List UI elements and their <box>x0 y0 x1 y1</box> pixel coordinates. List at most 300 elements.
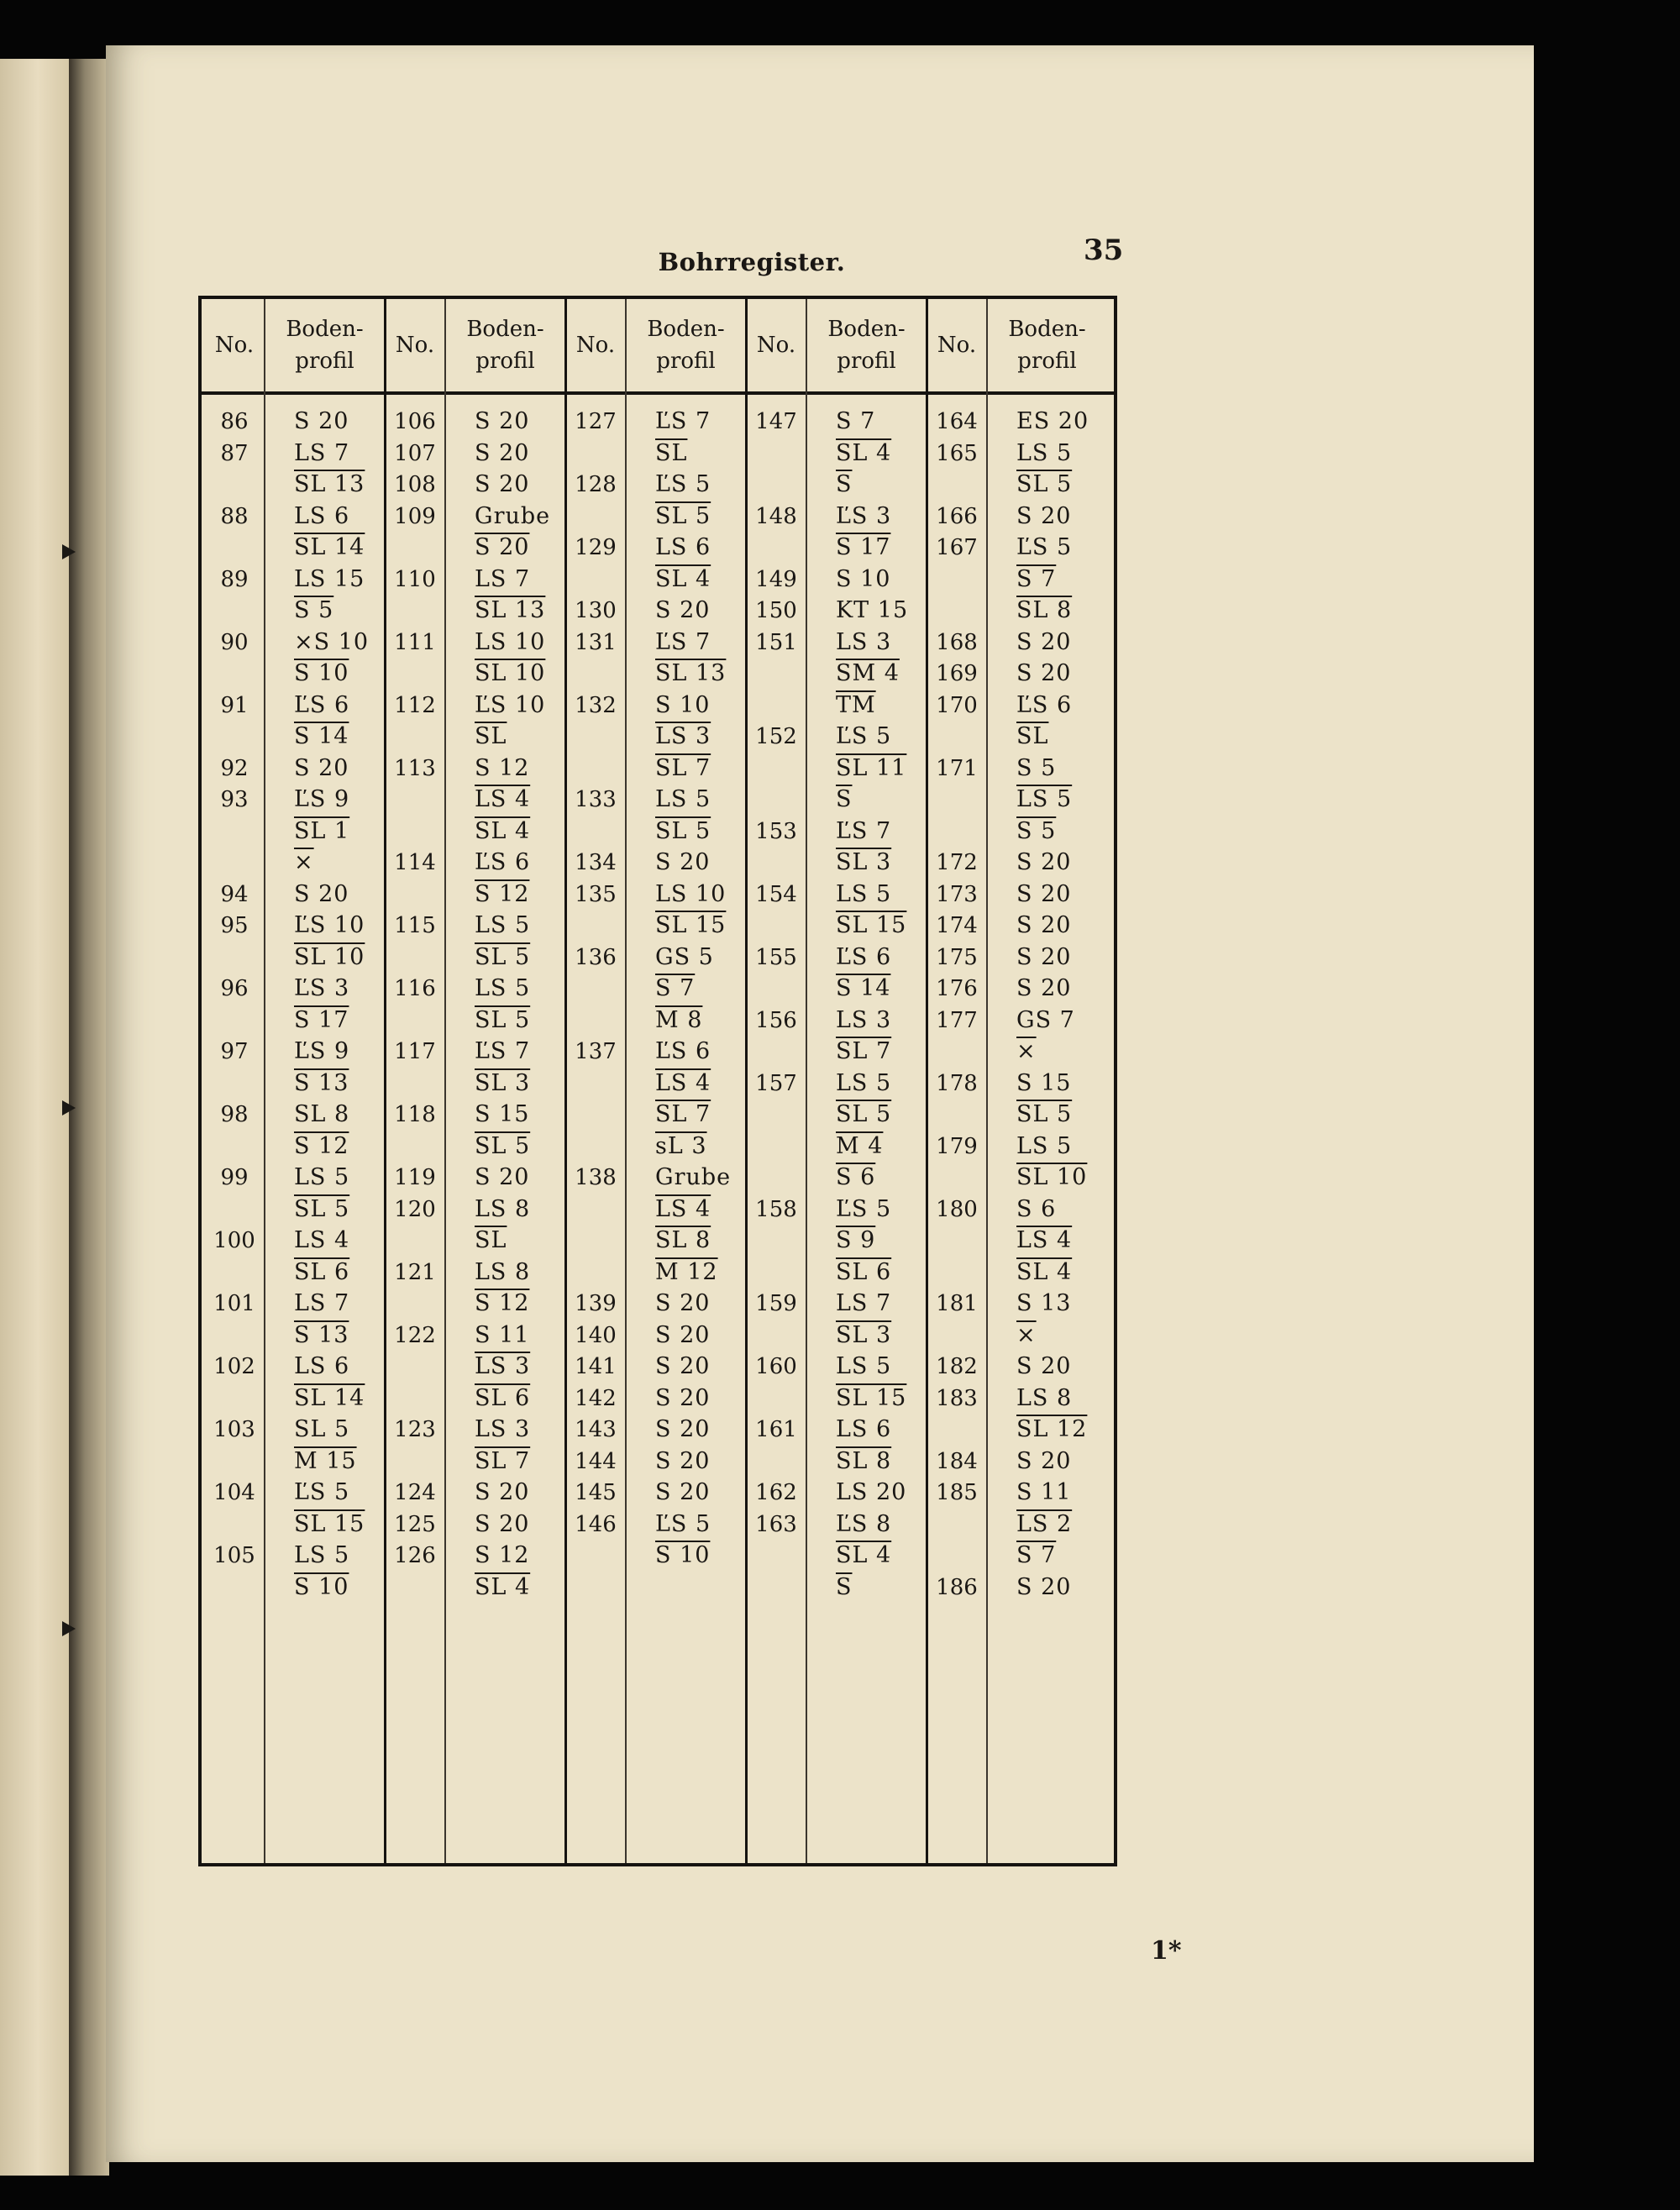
header-number: No. <box>937 333 977 358</box>
soil-profile-layer: S 14 <box>294 723 349 749</box>
bore-number: 176 <box>936 976 978 1001</box>
bore-number: 177 <box>936 1007 978 1033</box>
bore-number: 139 <box>575 1291 617 1316</box>
soil-profile-layer: SL 15 <box>655 912 727 938</box>
soil-profile-layer: LS 5 <box>655 786 711 812</box>
bore-number: 180 <box>936 1196 978 1222</box>
soil-profile-layer: SL 5 <box>475 1006 531 1033</box>
soil-profile-layer: LS 3 <box>836 1006 892 1033</box>
soil-profile-layer: S 20 <box>1016 880 1072 907</box>
bore-number: 172 <box>936 850 978 875</box>
soil-profile-layer: SL 15 <box>836 1384 907 1411</box>
soil-profile-layer: S 20 <box>655 1290 711 1316</box>
soil-profile-layer: × <box>1016 1038 1037 1064</box>
soil-profile-layer: LS 3 <box>836 628 892 655</box>
bore-number: 94 <box>220 881 249 907</box>
bore-number: 157 <box>755 1070 797 1096</box>
soil-profile-layer: LS 5 <box>294 1542 350 1568</box>
bore-number: 108 <box>394 472 436 497</box>
soil-profile-layer: S 20 <box>1016 912 1072 938</box>
soil-profile-layer: S 7 <box>655 975 696 1001</box>
soil-profile-layer: LS 10 <box>475 628 546 655</box>
soil-profile-layer: ĽS 10 <box>475 691 546 718</box>
soil-profile-layer: $\overline{S}$ <box>836 1573 853 1600</box>
bore-number: 86 <box>220 409 249 434</box>
soil-profile-layer: ĽS 5 <box>655 1510 711 1537</box>
subcolumn-rule <box>264 299 265 1863</box>
soil-profile-layer: GS 7 <box>1016 1006 1075 1033</box>
soil-profile-layer: ĽS 9 <box>294 1038 350 1064</box>
soil-profile-layer: LS 7 <box>836 1290 892 1316</box>
soil-profile-layer: SL 12 <box>1016 1416 1088 1442</box>
column-rule <box>384 299 386 1863</box>
soil-profile-layer: SL 4 <box>836 439 892 466</box>
soil-profile-layer: S 5 <box>1016 817 1057 844</box>
soil-profile-layer: S 10 <box>294 1573 349 1600</box>
bore-number: 156 <box>755 1007 797 1033</box>
soil-profile-layer: ĽS 8 <box>836 1510 892 1537</box>
bore-number: 145 <box>575 1480 617 1505</box>
bore-number: 186 <box>936 1574 978 1600</box>
soil-profile-layer: SM 4 <box>836 660 900 686</box>
soil-profile-layer: S 20 <box>1016 1447 1072 1474</box>
soil-profile-layer: $\overline{S}$ <box>836 471 853 497</box>
soil-profile-layer: × <box>1016 1321 1037 1348</box>
bore-number: 184 <box>936 1448 978 1474</box>
soil-profile-layer: S 13 <box>1016 1290 1072 1316</box>
soil-profile-layer: S 20 <box>655 849 711 875</box>
soil-profile-layer: ĽS 7 <box>836 817 892 844</box>
soil-profile-layer: S 15 <box>475 1101 530 1127</box>
bore-number: 165 <box>936 440 978 466</box>
soil-profile-layer: S 20 <box>655 1321 711 1348</box>
soil-profile-layer: ĽS 10 <box>294 912 365 938</box>
bore-number: 127 <box>575 409 617 434</box>
soil-profile-layer: SL 5 <box>294 1195 350 1222</box>
soil-profile-layer: SL 5 <box>475 1132 531 1159</box>
bore-number: 161 <box>755 1417 797 1442</box>
soil-profile-layer: Grube <box>475 502 551 529</box>
soil-profile-layer: S 20 <box>475 534 530 560</box>
bore-number: 115 <box>394 913 436 938</box>
soil-profile-layer: SL 6 <box>294 1258 350 1285</box>
bore-number: 117 <box>394 1039 436 1064</box>
bore-number: 158 <box>755 1196 797 1222</box>
bore-number: 119 <box>394 1165 436 1190</box>
soil-profile-layer: LS 6 <box>294 1353 350 1379</box>
bore-number: 102 <box>213 1354 255 1379</box>
bore-number: 136 <box>575 944 617 970</box>
binding-mark <box>62 1621 76 1636</box>
soil-profile-layer: LS 5 <box>1016 786 1073 812</box>
soil-profile-layer: LS 6 <box>836 1416 892 1442</box>
bore-number: 129 <box>575 535 617 560</box>
bore-number: 159 <box>755 1291 797 1316</box>
bore-number: 142 <box>575 1385 617 1411</box>
bore-number: 110 <box>394 566 436 592</box>
bore-number: 170 <box>936 692 978 718</box>
header-profile: Boden- profil <box>827 317 906 374</box>
bore-number: 144 <box>575 1448 617 1474</box>
soil-profile-layer: SL 4 <box>475 817 531 844</box>
bore-number: 148 <box>755 503 797 529</box>
subcolumn-rule <box>986 299 988 1863</box>
soil-profile-layer: SL 5 <box>655 817 711 844</box>
soil-profile-layer: SL 13 <box>294 471 365 497</box>
soil-profile-layer: S 20 <box>1016 975 1072 1001</box>
bore-number: 154 <box>755 881 797 907</box>
bore-number: 131 <box>575 629 617 655</box>
soil-profile-layer: S 6 <box>836 1164 876 1190</box>
bore-number: 147 <box>755 409 797 434</box>
bore-number: 168 <box>936 629 978 655</box>
soil-profile-layer: ĽS 5 <box>836 723 892 749</box>
bore-number: 96 <box>220 976 249 1001</box>
soil-profile-layer: ĽS 3 <box>294 975 350 1001</box>
soil-profile-layer: SL 11 <box>836 754 907 781</box>
bore-number: 101 <box>213 1291 255 1316</box>
bore-number: 125 <box>394 1511 436 1537</box>
soil-profile-layer: ĽS 6 <box>1016 691 1073 718</box>
soil-profile-layer: S 20 <box>655 1416 711 1442</box>
soil-profile-layer: LS 7 <box>294 439 350 466</box>
soil-profile-layer: S 17 <box>294 1006 349 1033</box>
soil-profile-layer: M 15 <box>294 1447 357 1474</box>
soil-profile-layer: LS 3 <box>655 723 711 749</box>
bore-number: 173 <box>936 881 978 907</box>
bore-number: 155 <box>755 944 797 970</box>
soil-profile-layer: S 7 <box>836 408 876 434</box>
bore-number: 113 <box>394 755 436 781</box>
soil-profile-layer: ĽS 6 <box>836 943 892 970</box>
bore-number: 182 <box>936 1354 978 1379</box>
soil-profile-layer: S 20 <box>1016 502 1072 529</box>
binding-mark <box>62 1100 76 1115</box>
subcolumn-rule <box>444 299 446 1863</box>
soil-profile-layer: LS 5 <box>294 1164 350 1190</box>
soil-profile-layer: S 13 <box>294 1321 349 1348</box>
bore-number: 128 <box>575 472 617 497</box>
soil-profile-layer: LS 5 <box>836 1069 892 1096</box>
soil-profile-layer: SL 8 <box>294 1101 350 1127</box>
soil-profile-layer: SL 6 <box>475 1384 531 1411</box>
bore-number: 122 <box>394 1322 436 1348</box>
soil-profile-layer: ĽS 5 <box>655 471 711 497</box>
soil-profile-layer: LS 8 <box>475 1195 531 1222</box>
soil-profile-layer: SL 6 <box>836 1258 892 1285</box>
bore-number: 118 <box>394 1102 436 1127</box>
soil-profile-layer: S 11 <box>475 1321 530 1348</box>
signature-mark: 1* <box>1151 1936 1182 1966</box>
soil-profile-layer: S 20 <box>475 408 530 434</box>
soil-profile-layer: S 9 <box>836 1227 876 1253</box>
bore-number: 126 <box>394 1543 436 1568</box>
soil-profile-layer: SL 3 <box>836 1321 892 1348</box>
soil-profile-layer: LS 5 <box>475 975 531 1001</box>
soil-profile-layer: SL 7 <box>475 1447 531 1474</box>
bore-number: 166 <box>936 503 978 529</box>
soil-profile-layer: S 20 <box>1016 1353 1072 1379</box>
bore-number: 171 <box>936 755 978 781</box>
bore-register-table <box>198 296 1117 1866</box>
soil-profile-layer: SL 14 <box>294 1384 365 1411</box>
soil-profile-layer: SL 13 <box>655 660 727 686</box>
bore-number: 174 <box>936 913 978 938</box>
soil-profile-layer: S 7 <box>1016 1542 1057 1568</box>
bore-number: 111 <box>394 629 436 655</box>
soil-profile-layer: ĽS 6 <box>655 1038 711 1064</box>
soil-profile-layer: S 20 <box>655 1353 711 1379</box>
soil-profile-layer: S 6 <box>1016 1195 1057 1222</box>
bore-number: 87 <box>220 440 249 466</box>
soil-profile-layer: S 20 <box>1016 849 1072 875</box>
header-number: No. <box>575 333 616 358</box>
soil-profile-layer: ĽS 5 <box>836 1195 892 1222</box>
bore-number: 104 <box>213 1480 255 1505</box>
soil-profile-layer: SL 10 <box>294 943 365 970</box>
bore-number: 88 <box>220 503 249 529</box>
soil-profile-layer: SL 5 <box>655 502 711 529</box>
soil-profile-layer: S 20 <box>1016 660 1072 686</box>
soil-profile-layer: SL 7 <box>836 1038 892 1064</box>
bore-number: 181 <box>936 1291 978 1316</box>
soil-profile-layer: S 20 <box>655 1447 711 1474</box>
soil-profile-layer: SL 4 <box>1016 1258 1073 1285</box>
bore-number: 163 <box>755 1511 797 1537</box>
soil-profile-layer: $\overline{SL}$ <box>655 439 688 466</box>
bore-number: 160 <box>755 1354 797 1379</box>
bore-number: 99 <box>220 1165 249 1190</box>
soil-profile-layer: LS 6 <box>294 502 350 529</box>
header-profile: Boden- profil <box>647 317 725 374</box>
soil-profile-layer: SL 5 <box>1016 471 1073 497</box>
bore-number: 123 <box>394 1417 436 1442</box>
soil-profile-layer: S 12 <box>475 1290 530 1316</box>
soil-profile-layer: LS 4 <box>1016 1227 1073 1253</box>
soil-profile-layer: LS 5 <box>836 1353 892 1379</box>
soil-profile-layer: LS 15 <box>294 565 365 592</box>
soil-profile-layer: SL 7 <box>655 1101 711 1127</box>
bore-number: 105 <box>213 1543 255 1568</box>
soil-profile-layer: S 11 <box>1016 1479 1072 1505</box>
soil-profile-layer: LS 5 <box>475 912 531 938</box>
bore-number: 93 <box>220 787 249 812</box>
header-number: No. <box>395 333 435 358</box>
soil-profile-layer: ĽS 9 <box>294 786 350 812</box>
soil-profile-layer: Grube <box>655 1164 732 1190</box>
soil-profile-layer: SL 4 <box>475 1573 531 1600</box>
soil-profile-layer: S 10 <box>836 565 891 592</box>
running-head: Bohrregister. <box>658 248 846 276</box>
soil-profile-layer: SL 5 <box>475 943 531 970</box>
soil-profile-layer: $\overline{TM}$ <box>836 691 876 718</box>
soil-profile-layer: SL 13 <box>475 597 546 623</box>
bore-number: 121 <box>394 1259 436 1285</box>
bore-number: 120 <box>394 1196 436 1222</box>
bore-number: 185 <box>936 1480 978 1505</box>
soil-profile-layer: M 4 <box>836 1132 884 1159</box>
bore-number: 178 <box>936 1070 978 1096</box>
soil-profile-layer: LS 6 <box>655 534 711 560</box>
bore-number: 140 <box>575 1322 617 1348</box>
soil-profile-layer: SL 5 <box>294 1416 350 1442</box>
soil-profile-layer: LS 7 <box>294 1290 350 1316</box>
soil-profile-layer: LS 8 <box>475 1258 531 1285</box>
soil-profile-layer: LS 3 <box>475 1416 531 1442</box>
soil-profile-layer: LS 7 <box>475 565 531 592</box>
bore-number: 137 <box>575 1039 617 1064</box>
bore-number: 167 <box>936 535 978 560</box>
bore-number: 141 <box>575 1354 617 1379</box>
binding-mark <box>62 544 76 559</box>
bore-number: 91 <box>220 692 249 718</box>
soil-profile-layer: S 20 <box>475 1164 530 1190</box>
soil-profile-layer: S 20 <box>475 439 530 466</box>
page-number: 35 <box>1084 234 1124 267</box>
soil-profile-layer: KT 15 <box>836 597 909 623</box>
soil-profile-layer: LS 5 <box>836 880 892 907</box>
bore-number: 92 <box>220 755 249 781</box>
soil-profile-layer: SL 4 <box>655 565 711 592</box>
header-number: No. <box>214 333 255 358</box>
bore-number: 169 <box>936 661 978 686</box>
bore-number: 109 <box>394 503 436 529</box>
soil-profile-layer: $\overline{SL}$ <box>475 1227 507 1253</box>
soil-profile-layer: S 20 <box>475 1510 530 1537</box>
soil-profile-layer: SL 8 <box>1016 597 1073 623</box>
bore-number: 89 <box>220 566 249 592</box>
soil-profile-layer: × <box>294 849 314 875</box>
bore-number: 106 <box>394 409 436 434</box>
bore-number: 98 <box>220 1102 249 1127</box>
bore-number: 134 <box>575 850 617 875</box>
soil-profile-layer: LS 8 <box>1016 1384 1073 1411</box>
soil-profile-layer: SL 15 <box>836 912 907 938</box>
soil-profile-layer: SL 4 <box>836 1542 892 1568</box>
soil-profile-layer: S 12 <box>475 880 530 907</box>
soil-profile-layer: S 15 <box>1016 1069 1072 1096</box>
soil-profile-layer: $\overline{SL}$ <box>475 723 507 749</box>
soil-profile-layer: S 10 <box>655 691 711 718</box>
soil-profile-layer: ĽS 6 <box>475 849 531 875</box>
left-page-edge <box>0 59 69 2176</box>
bore-number: 97 <box>220 1039 249 1064</box>
soil-profile-layer: S 20 <box>1016 628 1072 655</box>
soil-profile-layer: $\overline{S}$ <box>836 786 853 812</box>
bore-number: 107 <box>394 440 436 466</box>
bore-number: 162 <box>755 1480 797 1505</box>
soil-profile-layer: S 10 <box>655 1542 711 1568</box>
soil-profile-layer: SL 10 <box>475 660 546 686</box>
soil-profile-layer: S 17 <box>836 534 891 560</box>
soil-profile-layer: S 20 <box>294 880 349 907</box>
subcolumn-rule <box>806 299 807 1863</box>
bore-number: 153 <box>755 818 797 844</box>
soil-profile-layer: S 20 <box>294 408 349 434</box>
soil-profile-layer: SL 8 <box>836 1447 892 1474</box>
soil-profile-layer: S 20 <box>475 471 530 497</box>
bore-number: 143 <box>575 1417 617 1442</box>
soil-profile-layer: ×S 10 <box>294 628 370 655</box>
bore-number: 100 <box>213 1228 255 1253</box>
bore-number: 150 <box>755 598 797 623</box>
soil-profile-layer: LS 4 <box>655 1195 711 1222</box>
header-profile: Boden- profil <box>286 317 364 374</box>
soil-profile-layer: S 13 <box>294 1069 349 1096</box>
bore-number: 112 <box>394 692 436 718</box>
soil-profile-layer: SL 3 <box>475 1069 531 1096</box>
soil-profile-layer: S 20 <box>294 754 349 781</box>
soil-profile-layer: LS 4 <box>294 1227 350 1253</box>
soil-profile-layer: S 20 <box>1016 943 1072 970</box>
bore-number: 95 <box>220 913 249 938</box>
soil-profile-layer: sL 3 <box>655 1132 707 1159</box>
soil-profile-layer: ĽS 3 <box>836 502 892 529</box>
bore-number: 179 <box>936 1133 978 1159</box>
bore-number: 116 <box>394 976 436 1001</box>
bore-number: 146 <box>575 1511 617 1537</box>
header-profile: Boden- profil <box>1008 317 1086 374</box>
soil-profile-layer: LS 3 <box>475 1353 531 1379</box>
bore-number: 175 <box>936 944 978 970</box>
soil-profile-layer: S 20 <box>655 1384 711 1411</box>
soil-profile-layer: ĽS 7 <box>475 1038 531 1064</box>
soil-profile-layer: $\overline{SL}$ <box>1016 723 1049 749</box>
soil-profile-layer: ĽS 7 <box>655 408 711 434</box>
soil-profile-layer: S 5 <box>294 597 334 623</box>
bore-number: 183 <box>936 1385 978 1411</box>
soil-profile-layer: S 20 <box>655 597 711 623</box>
bore-number: 124 <box>394 1480 436 1505</box>
soil-profile-layer: S 12 <box>294 1132 349 1159</box>
soil-profile-layer: S 12 <box>475 754 530 781</box>
soil-profile-layer: SL 10 <box>1016 1164 1088 1190</box>
soil-profile-layer: S 7 <box>1016 565 1057 592</box>
bore-number: 151 <box>755 629 797 655</box>
soil-profile-layer: SL 5 <box>1016 1101 1073 1127</box>
bore-number: 152 <box>755 724 797 749</box>
bore-number: 132 <box>575 692 617 718</box>
soil-profile-layer: LS 5 <box>1016 439 1073 466</box>
soil-profile-layer: LS 10 <box>655 880 727 907</box>
soil-profile-layer: S 12 <box>475 1542 530 1568</box>
soil-profile-layer: S 20 <box>655 1479 711 1505</box>
soil-profile-layer: LS 20 <box>836 1479 907 1505</box>
bore-number: 103 <box>213 1417 255 1442</box>
soil-profile-layer: LS 4 <box>655 1069 711 1096</box>
soil-profile-layer: ĽS 6 <box>294 691 350 718</box>
bore-number: 130 <box>575 598 617 623</box>
header-number: No. <box>756 333 796 358</box>
subcolumn-rule <box>625 299 627 1863</box>
soil-profile-layer: ES 20 <box>1016 408 1089 434</box>
bore-number: 135 <box>575 881 617 907</box>
bore-number: 149 <box>755 566 797 592</box>
bore-number: 138 <box>575 1165 617 1190</box>
soil-profile-layer: SL 3 <box>836 849 892 875</box>
soil-profile-layer: SL 7 <box>655 754 711 781</box>
soil-profile-layer: S 20 <box>475 1479 530 1505</box>
soil-profile-layer: S 5 <box>1016 754 1057 781</box>
soil-profile-layer: ĽS 5 <box>1016 534 1073 560</box>
soil-profile-layer: S 20 <box>1016 1573 1072 1600</box>
soil-profile-layer: SL 14 <box>294 534 365 560</box>
soil-profile-layer: SL 5 <box>836 1101 892 1127</box>
header-profile: Boden- profil <box>466 317 544 374</box>
soil-profile-layer: SL 15 <box>294 1510 365 1537</box>
soil-profile-layer: ĽS 5 <box>294 1479 350 1505</box>
bore-number: 114 <box>394 850 436 875</box>
